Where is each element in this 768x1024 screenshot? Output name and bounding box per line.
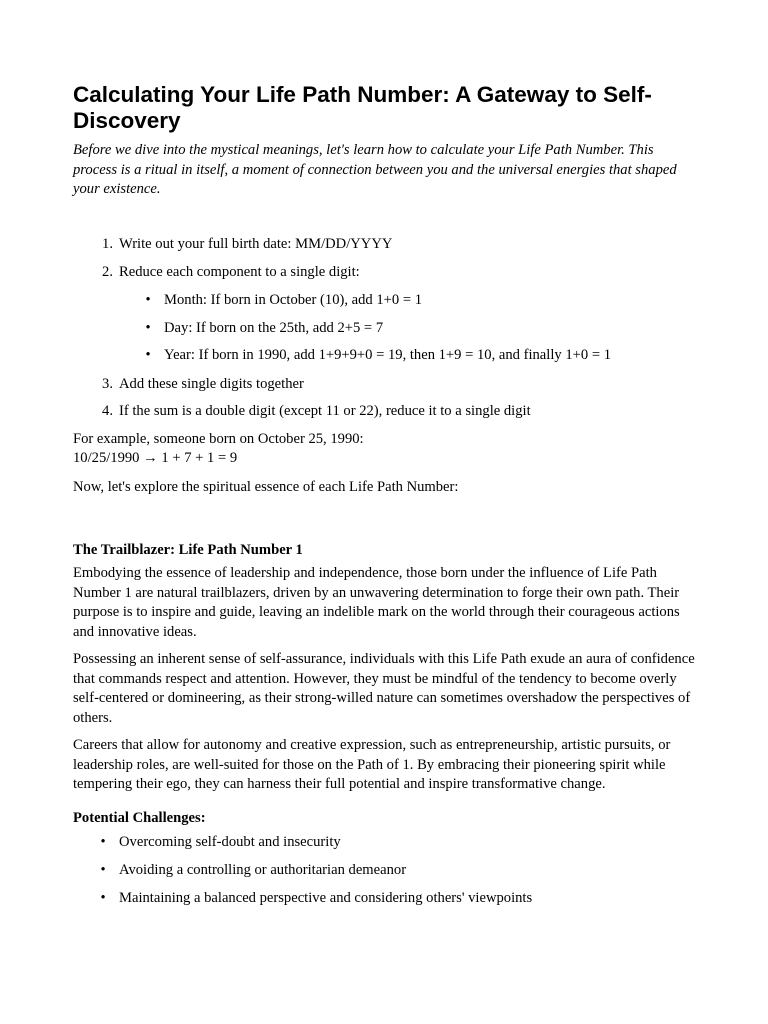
bullet-icon: • <box>100 834 106 850</box>
sub-list-item-text: Day: If born on the 25th, add 2+5 = 7 <box>164 320 384 336</box>
intro-paragraph: Before we dive into the mystical meanings, let's learn how to calculate your Life Path Number. This process is a ritual in itself, a moment of connection between you and the universal energies that shaped your existence. <box>73 142 677 197</box>
sub-list-item-text: Year: If born in 1990, add 1+9+9+0 = 19, then 1+9 = 10, and finally 1+0 = 1 <box>164 347 611 363</box>
section-paragraph: Embodying the essence of leadership and independence, those born under the influence of Life Path Number 1 are natural trailblazers, driven by an unwavering determination to forge their own path. Their purpose is to inspire and guide, leaving an indelible mark on the world through their courageous actions and innovative ideas. <box>73 565 680 640</box>
list-item-number: 1. <box>102 236 113 252</box>
challenges-heading: Potential Challenges: <box>73 810 206 826</box>
list-item-text: Write out your full birth date: MM/DD/YYYY <box>119 236 393 252</box>
bullet-icon: • <box>145 292 151 308</box>
list-item-number: 4. <box>102 403 113 419</box>
list-item-text: Avoiding a controlling or authoritarian demeanor <box>119 862 407 878</box>
sub-list-item-text: Month: If born in October (10), add 1+0 = 1 <box>164 292 423 308</box>
section-paragraph: Careers that allow for autonomy and creative expression, such as entrepreneurship, artistic pursuits, or leadership roles, are well-suited for those on the Path of 1. By embracing their pioneering spirit while tempering their ego, they can harness their full potential and inspire transformative change. <box>73 737 671 792</box>
example-calculation: 10/25/1990 → 1 + 7 + 1 = 9 <box>73 450 238 466</box>
list-item-number: 3. <box>102 376 113 392</box>
list-item-text: If the sum is a double digit (except 11 or 22), reduce it to a single digit <box>119 403 531 419</box>
bullet-icon: • <box>145 347 151 363</box>
list-item-text: Add these single digits together <box>119 376 304 392</box>
list-item-number: 2. <box>102 264 113 280</box>
list-item-text: Overcoming self-doubt and insecurity <box>119 834 341 850</box>
section-heading: The Trailblazer: Life Path Number 1 <box>73 542 303 558</box>
example-line: For example, someone born on October 25, 1990: <box>73 431 364 447</box>
bullet-icon: • <box>145 320 151 336</box>
section-paragraph: Possessing an inherent sense of self-assurance, individuals with this Life Path exude an aura of confidence that commands respect and attention. However, they must be mindful of the tendency to become overly self-centered or domineering, as their strong-willed nature can sometimes overshadow the perspectives of others. <box>73 651 695 726</box>
list-item-text: Maintaining a balanced perspective and considering others' viewpoints <box>119 890 533 906</box>
transition-paragraph: Now, let's explore the spiritual essence of each Life Path Number: <box>73 479 459 495</box>
page-title: Calculating Your Life Path Number: A Gateway to Self-Discovery <box>73 82 652 133</box>
bullet-icon: • <box>100 890 106 906</box>
bullet-icon: • <box>100 862 106 878</box>
list-item-text: Reduce each component to a single digit: <box>119 264 360 280</box>
